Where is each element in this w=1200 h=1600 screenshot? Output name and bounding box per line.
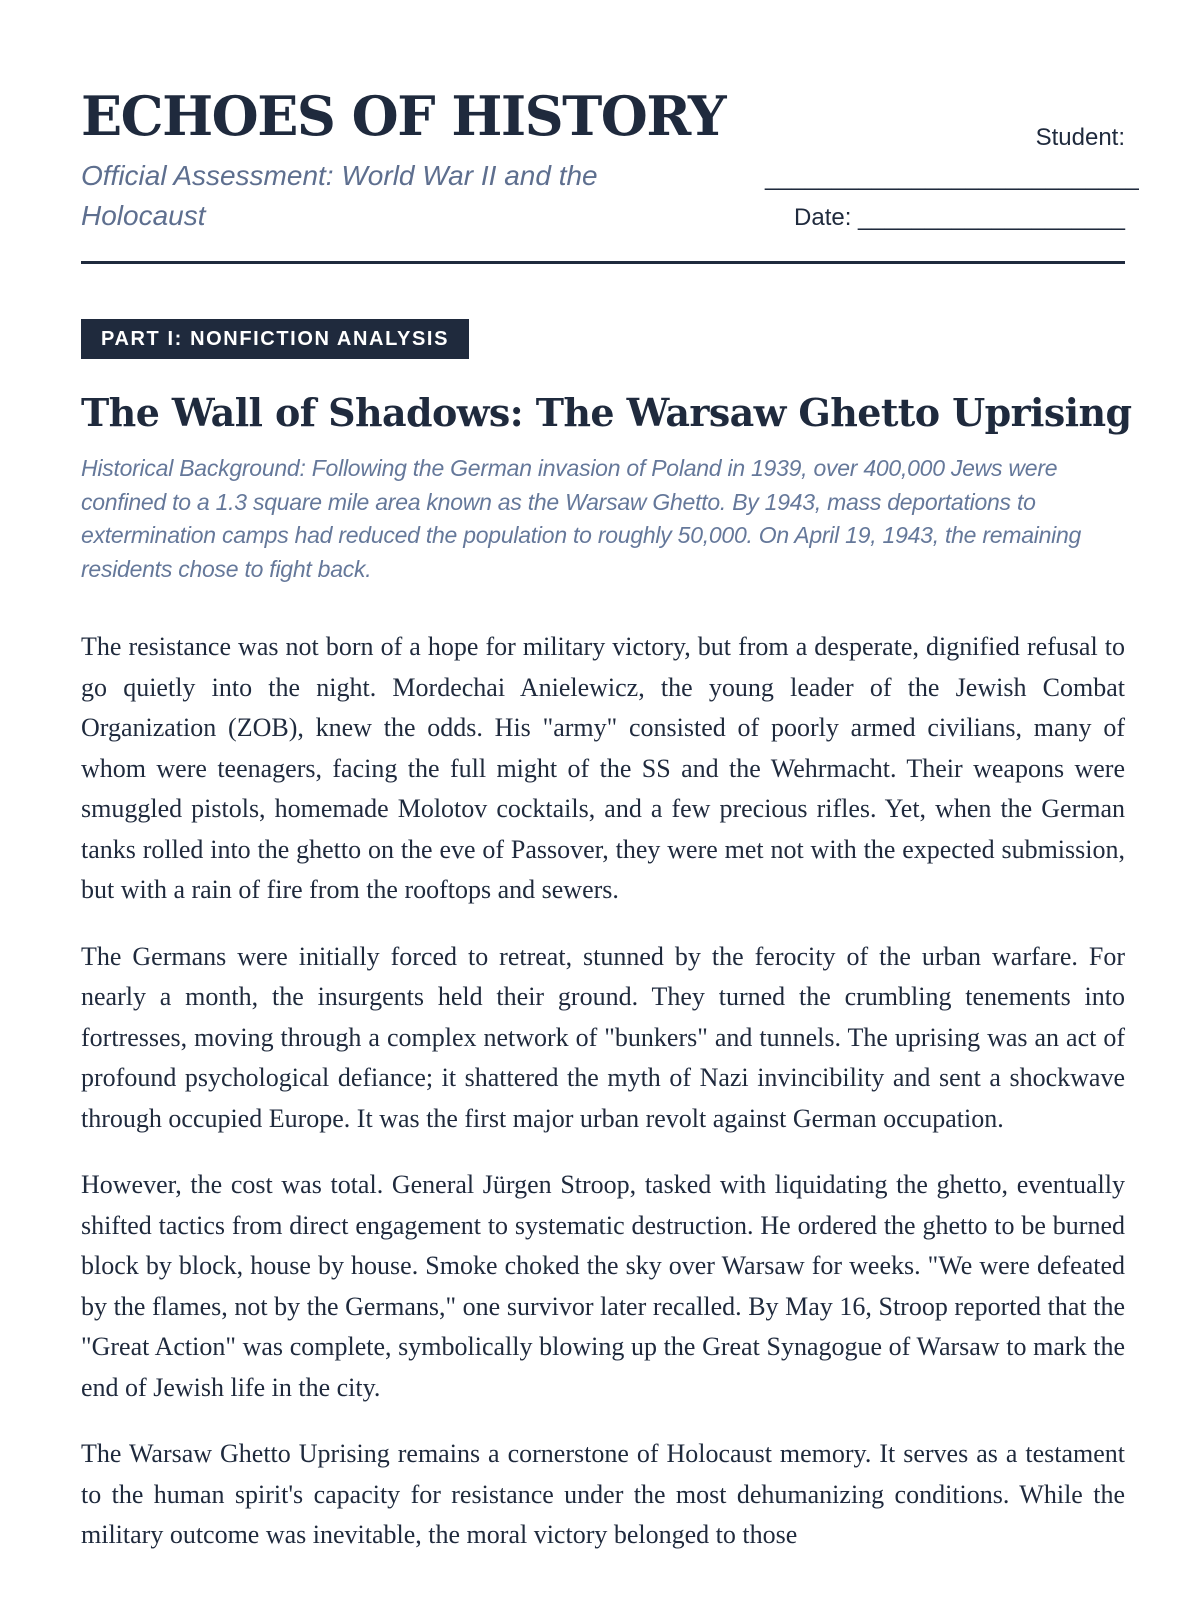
article-paragraph: However, the cost was total. General Jürgen Stroop, tasked with liquidating the ghetto, eventually shifted tactics from direct engagement to systematic destruction. He ordered the ghetto to be burned block by block, house by house. Smoke choked the sky over Warsaw for weeks. "We were defeated by the flames, not by the Germans," one survivor later recalled. By May 16, Stroop reported that the "Great Action" was complete, symbolically blowing up the Great Synagogue of Warsaw to mark the end of Jewish life in the city. — [81, 1170, 1125, 1402]
assessment-subtitle: Official Assessment: World War II and the Holocaust — [81, 160, 598, 231]
article-paragraph: The Warsaw Ghetto Uprising remains a cornerstone of Holocaust memory. It serves as a testament to the human spirit's capacity for resistance under the most dehumanizing conditions. While the military outcome was inevitable, the moral victory belonged to those — [81, 1439, 1125, 1549]
section-badge: PART I: NONFICTION ANALYSIS — [81, 319, 469, 359]
student-info — [765, 118, 1139, 238]
worksheet-header — [81, 0, 1139, 264]
article-paragraph: The resistance was not born of a hope for military victory, but from a desperate, dignified refusal to go quietly into the night. Mordechai Anielewicz, the young leader of the Jewish Combat Organization (ZOB), knew the odds. His "army" consisted of poorly armed civilians, many of whom were teenagers, facing the full might of the SS and the Wehrmacht. Their weapons were smuggled pistols, homemade Molotov cocktails, and a few precious rifles. Yet, when the German tanks rolled into the ghetto on the eve of Passover, they were met not with the expected submission, but with a rain of fire from the rooftops and sewers. — [81, 632, 1125, 904]
date-field: Date: ____________________ — [794, 204, 1125, 231]
worksheet-page — [81, 0, 1139, 1600]
article-title: The Wall of Shadows: The Warsaw Ghetto Uprising — [81, 390, 1132, 435]
historical-background: Historical Background: Following the German invasion of Poland in 1939, over 400,000 Jews were confined to a 1.3 square mile area known as the Warsaw Ghetto. By 1943, mass deportations to extermination camps had reduced the population to roughly 50,000. On April 19, 1943, the remaining residents chose to fight back. — [81, 455, 1082, 582]
article-paragraph: The Germans were initially forced to retreat, stunned by the ferocity of the urban warfare. For nearly a month, the insurgents held their ground. They turned the crumbling tenements into fortresses, moving through a complex network of "bunkers" and tunnels. The uprising was an act of profound psychological defiance; it shattered the myth of Nazi invincibility and sent a shockwave through occupied Europe. It was the first major urban revolt against German occupation. — [81, 941, 1125, 1133]
student-name-blank: ____________________________ — [765, 164, 1139, 191]
page-title: ECHOES OF HISTORY — [81, 84, 726, 148]
student-label: Student: — [1035, 124, 1125, 151]
article-body — [81, 627, 1125, 1582]
